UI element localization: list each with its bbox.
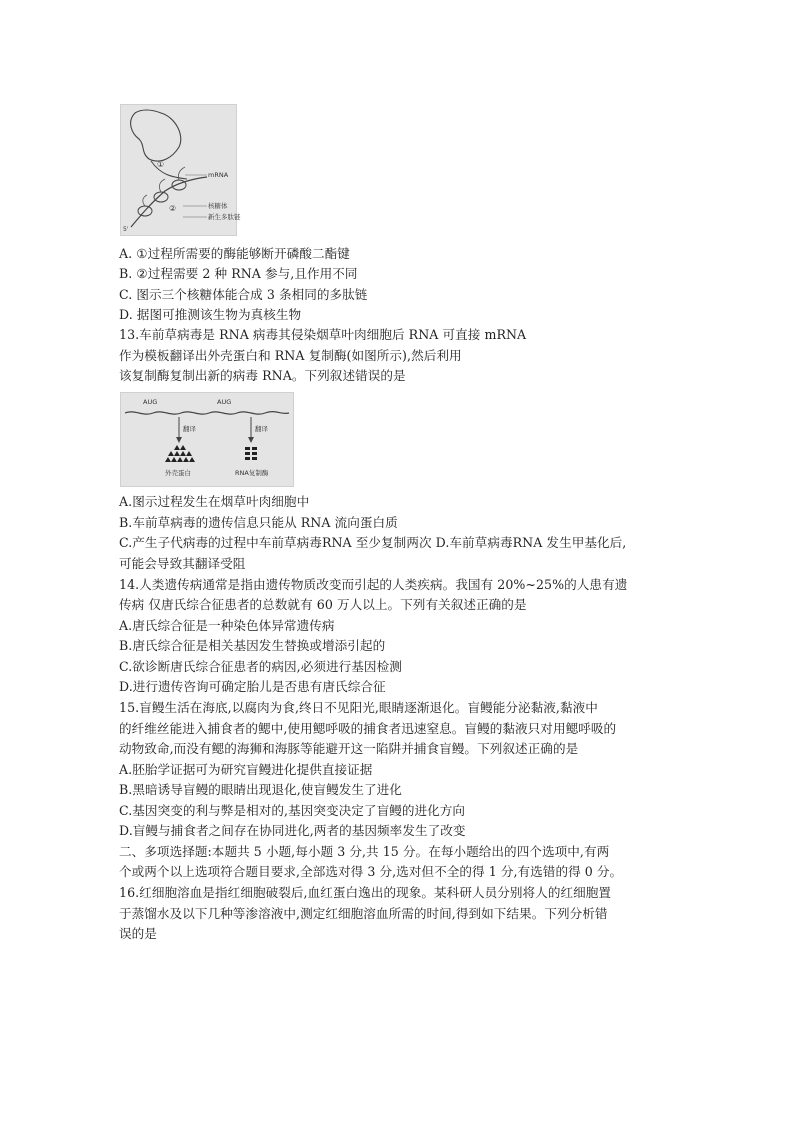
q14-stem-1: 14.人类遗传病通常是指由遗传物质改变而引起的人类疾病。我国有 20%~25%的人患有遗 [119, 577, 628, 592]
viral-rna-strand [125, 412, 289, 415]
viral-translation-diagram [121, 393, 293, 486]
q12-option-d: D. 据图可推测该生物为真核生物 [119, 307, 302, 322]
label-replicase: RNA复制酶 [235, 469, 269, 477]
q12-option-a: A. ①过程所需要的酶能够断开磷酸二酯键 [119, 246, 350, 261]
q13-stem-1: 13.车前草病毒是 RNA 病毒其侵染烟草叶肉细胞后 RNA 可直接 mRNA [119, 327, 527, 342]
q13-option-a: A.图示过程发生在烟草叶肉细胞中 [119, 494, 310, 509]
peptide-2 [159, 179, 165, 192]
label-aug-2: AUG [217, 398, 232, 406]
label-ribosome: 核糖体 [208, 202, 228, 210]
q16-stem-3: 误的是 [119, 926, 157, 941]
q15-option-b: B.黑暗诱导盲鳗的眼睛出现退化,使盲鳗发生了进化 [119, 782, 402, 797]
q15-option-d: D.盲鳗与捕食者之间存在协同进化,两者的基因频率发生了改变 [119, 823, 466, 838]
label-translate-1: 翻译 [183, 425, 196, 433]
q15-option-a: A.胚胎学证据可为研究盲鳗进化提供直接证据 [119, 762, 373, 777]
label-capsid-protein: 外壳蛋白 [165, 469, 191, 477]
q12-option-b: B. ②过程需要 2 种 RNA 参与,且作用不同 [119, 266, 358, 281]
dna-loop [131, 110, 181, 161]
q13-option-d-cont: 可能会导致其翻译受阻 [119, 556, 246, 571]
q14-option-c: C.欲诊断唐氏综合征患者的病因,必须进行基因检测 [119, 659, 402, 674]
translation-figure [120, 104, 241, 236]
label-new-chain: 新生多肽链 [208, 213, 241, 221]
label-mrna: mRNA [208, 171, 229, 179]
q13-option-b: B.车前草病毒的遗传信息只能从 RNA 流向蛋白质 [119, 515, 398, 530]
q15-stem-3: 动物致命,而没有鳃的海狮和海豚等能避开这一陷阱并捕食盲鳗。下列叙述正确的是 [119, 741, 579, 756]
peptide-1 [143, 195, 147, 206]
label-step1: ① [157, 160, 165, 169]
ribosome-3 [172, 180, 186, 190]
q13-stem-2: 作为模板翻译出外壳蛋白和 RNA 复制酶(如图所示),然后利用 [119, 348, 462, 363]
label-aug-1: AUG [143, 398, 158, 406]
ribosome-2 [154, 192, 168, 202]
arrowhead-2 [248, 437, 254, 443]
q15-stem-1: 15.盲鳗生活在海底,以腐肉为食,终日不见阳光,眼睛逐渐退化。盲鳗能分泌黏液,黏液中 [119, 700, 598, 715]
q16-stem-1: 16.红细胞溶血是指红细胞破裂后,血红蛋白逸出的现象。某科研人员分别将人的红细胞置 [119, 885, 612, 900]
label-five-prime: 5' [123, 226, 129, 233]
viral-translation-figure [120, 392, 294, 487]
q12-option-c: C. 图示三个核糖体能合成 3 条相同的多肽链 [119, 287, 368, 302]
q15-option-c: C.基因突变的利与弊是相对的,基因突变决定了盲鳗的进化方向 [119, 803, 466, 818]
q13-option-c-d: C.产生子代病毒的过程中车前草病毒RNA 至少复制两次 D.车前草病毒RNA 发生甲基化后, [119, 535, 627, 550]
q14-stem-2: 传病 仅唐氏综合征患者的总数就有 60 万人以上。下列有关叙述正确的是 [119, 597, 527, 612]
section2-instructions-1: 二、多项选择题:本题共 5 小题,每小题 3 分,共 15 分。在每小题给出的四个选项中,有两 [119, 844, 610, 859]
capsid-protein-cluster [165, 445, 195, 462]
section2-instructions-2: 个或两个以上选项符合题目要求,全部选对得 3 分,选对但不全的得 1 分,有选错的得 0 分。 [119, 864, 623, 879]
mrna-chain [131, 177, 207, 227]
replicase-cluster [245, 447, 257, 460]
q14-option-a: A.唐氏综合征是一种染色体异常遗传病 [119, 618, 335, 633]
q14-option-d: D.进行遗传咨询可确定胎儿是否患有唐氏综合征 [119, 679, 386, 694]
label-translate-2: 翻译 [255, 425, 268, 433]
label-step2: ② [169, 204, 177, 213]
translation-diagram [121, 105, 241, 235]
arrowhead-1 [176, 437, 182, 443]
q16-stem-2: 于蒸馏水及以下几种等渗溶液中,测定红细胞溶血所需的时间,得到如下结果。下列分析错 [119, 906, 608, 921]
q15-stem-2: 的纤维丝能进入捕食者的鳃中,使用鳃呼吸的捕食者迅速窒息。盲鳗的黏液只对用鳃呼吸的 [119, 721, 617, 736]
q13-stem-3: 该复制酶复制出新的病毒 RNA。下列叙述错误的是 [119, 368, 406, 383]
q14-option-b: B.唐氏综合征是相关基因发生替换或增添引起的 [119, 638, 386, 653]
